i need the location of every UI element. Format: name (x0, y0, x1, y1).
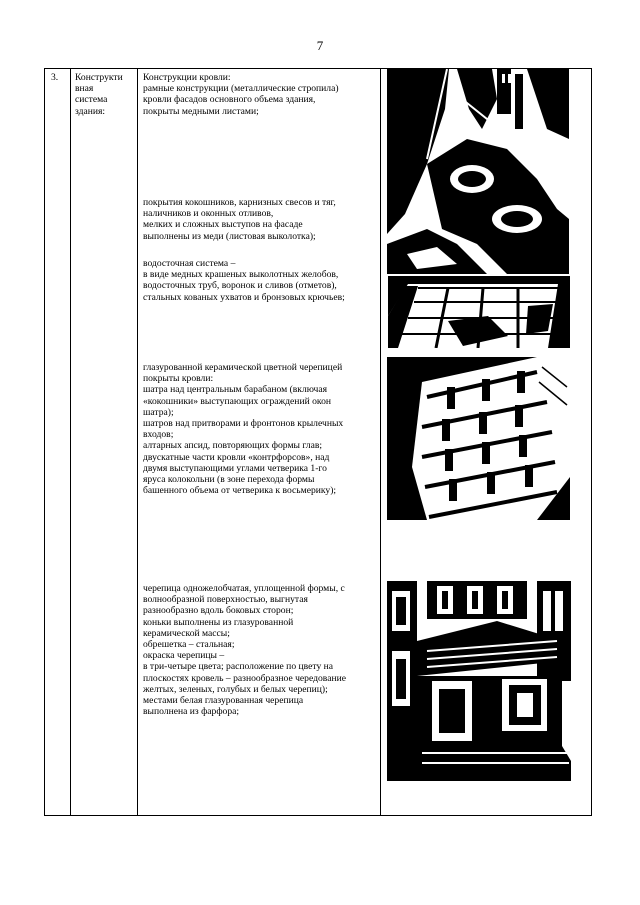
description-line: покрыты медными листами; (143, 105, 259, 117)
description-line: местами белая глазурованная черепица (143, 695, 304, 707)
description-block-tile-details (143, 583, 346, 717)
description-line: шатра); (143, 406, 174, 418)
description-line: водосточных труб, воронок и сливов (отметов), (143, 280, 337, 292)
description-line: рамные конструкции (металлические стропила) (143, 83, 339, 95)
description-line: «кокошники» выступающих ограждений окон (143, 395, 332, 407)
description-line: выполнена из фарфора; (143, 706, 240, 718)
description-line: стальных кованых ухватов и бронзовых крючьев; (143, 291, 345, 303)
description-block-drainage (143, 258, 345, 303)
description-line: шатров над притворами и фронтонов крылечных (143, 418, 344, 430)
description-block-copper-details (143, 197, 336, 242)
description-line: двумя выступающими углами четверика 1-го (143, 462, 327, 474)
description-line: выполнены из меди (листовая выколотка); (143, 230, 316, 242)
row-title-line: система (75, 94, 108, 106)
description-line: волнообразной поверхностью, выгнутая (143, 594, 308, 606)
row-title (75, 72, 123, 117)
description-block-roof-structure (143, 72, 339, 117)
description-line: мелких и сложных выступов на фасаде (143, 219, 303, 231)
description-line: черепица одножелобчатая, уплощенной формы, с (143, 583, 345, 594)
photo-drainage-frame (388, 276, 570, 348)
row-title-line: здания: (75, 105, 106, 117)
row-index: 3. (51, 72, 59, 83)
description-line: керамической массы; (143, 627, 230, 639)
description-line: обрешетка – стальная; (143, 639, 235, 651)
description-line: окраска черепицы – (143, 650, 225, 662)
description-line: алтарных апсид, повторяющих формы глав; (143, 440, 323, 452)
row-title-line: Конструкти (75, 72, 123, 83)
description-line: двускатные части кровли «контрфорсов», над (143, 451, 330, 463)
photo-roof-rafters (387, 69, 569, 274)
description-line: в виде медных крашеных выколотных желобов, (143, 269, 339, 281)
description-line: наличников и оконных отливов, (143, 208, 274, 220)
description-line: входов; (143, 429, 174, 441)
description-line: башенного объема от четверика к восьмерику); (143, 485, 337, 497)
row-title-line: вная (75, 83, 94, 95)
photo-glazed-tiles (387, 357, 570, 520)
column-divider (137, 68, 138, 816)
description-line: Конструкции кровли: (143, 72, 231, 83)
page-number: 7 (316, 38, 324, 53)
description-line: покрытия кокошников, карнизных свесов и тяг, (143, 197, 336, 208)
description-line: в три-четыре цвета; расположение по цвету на (143, 661, 334, 673)
description-line: желтых, зеленых, голубых и белых черепиц); (143, 683, 328, 695)
table-border-left (44, 68, 45, 816)
description-line: разнообразно вдоль боковых сторон; (143, 605, 294, 617)
photo-tower-corner (387, 581, 571, 781)
description-line: шатра над центральным барабаном (включая (143, 384, 328, 396)
table-border-right (591, 68, 592, 816)
description-line: покрыты кровли: (143, 373, 214, 385)
column-divider (380, 68, 381, 816)
column-divider (70, 68, 71, 816)
description-block-glazed-tiles (143, 362, 343, 496)
description-line: глазурованной керамической цветной черепицей (143, 362, 343, 373)
description-line: водосточная система – (143, 258, 236, 269)
table-border-bottom (44, 815, 592, 816)
description-line: плоскостях кровель – разнообразное чередование (143, 672, 346, 684)
description-line: яруса колокольни (в зоне перехода формы (143, 474, 315, 486)
description-line: коньки выполнены из глазурованной (143, 616, 294, 628)
description-line: кровли фасадов основного объема здания, (143, 94, 316, 106)
